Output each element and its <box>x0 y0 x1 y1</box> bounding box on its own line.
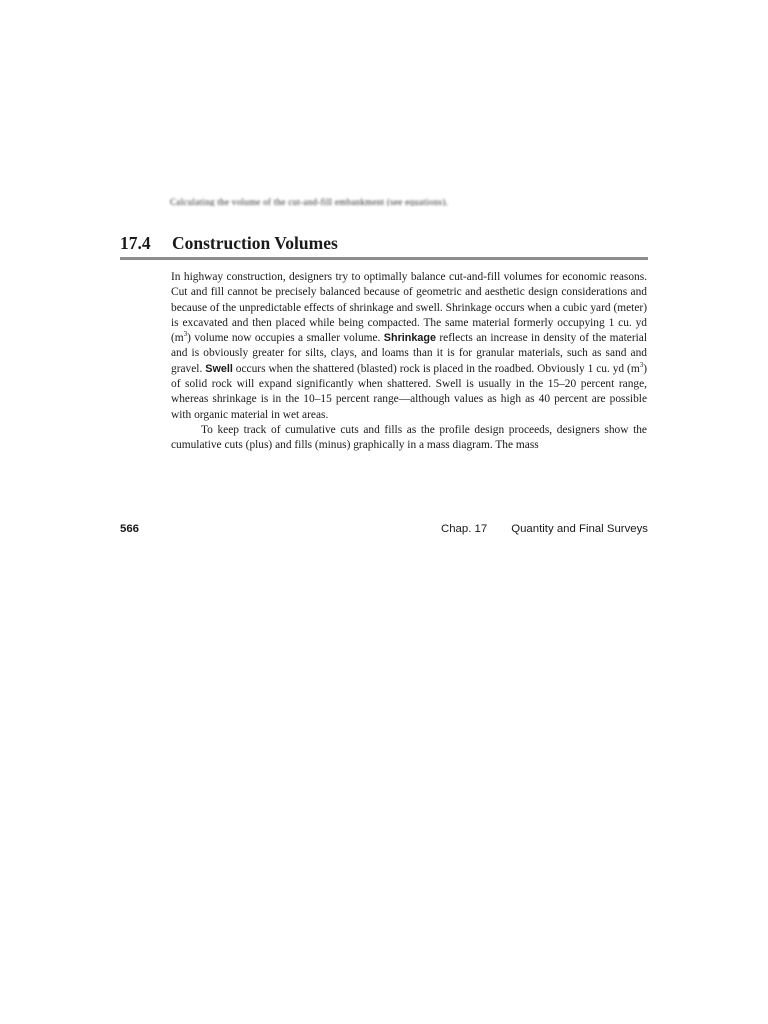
paragraph-text: occurs when the shattered (blasted) rock is placed in the roadbed. Obviously 1 cu. yd (m <box>232 362 640 375</box>
section-title: Construction Volumes <box>172 233 338 253</box>
superscript: 3 <box>183 330 188 339</box>
paragraph-text: In highway construction, designers try to optimally balance cut-and-fill volumes for economic reasons. Cut and fill cannot be precisely balanced because of geometric and aesthetic design considerations and because of the unpredictable effects of shrinkage and swell. Shrinkage occurs when a cubic yard (meter) is excavated and then placed while being compacted. The same material formerly occupying 1 cu. yd (m <box>171 271 647 345</box>
term-shrinkage: Shrinkage <box>383 332 436 345</box>
paragraph-text: ) volume now occupies a smaller volume. <box>187 332 384 345</box>
section-number: 17.4 <box>120 233 151 253</box>
heading-rule <box>120 257 648 260</box>
section-heading <box>120 230 648 258</box>
paragraph-text: ) of solid rock will expand significantly when shattered. Swell is usually in the 15–20 percent range, whereas shrinkage is in the 10–15 percent range—although values as high as 40 percent are possible with organic material in wet areas. <box>171 362 648 421</box>
page-number: 566 <box>120 523 140 535</box>
paragraph-text: reflects an increase in density of the material and is obviously greater for silts, clays, and loams than it is for granular materials, such as sand and gravel. <box>171 332 647 375</box>
truncated-previous-line: Calculating the volume of the cut-and-fill embankment (see equations). <box>170 198 449 206</box>
chapter-number: Chap. 17 <box>441 523 488 535</box>
term-swell: Swell <box>205 362 233 375</box>
paragraph-construction-volumes <box>171 270 647 423</box>
page-footer <box>120 521 648 537</box>
body-text <box>171 270 647 454</box>
paragraph-mass-diagram: To keep track of cumulative cuts and fills as the profile design proceeds, designers show the cumulative cuts (plus) and fills (minus) graphically in a mass diagram. The mass <box>171 423 647 452</box>
chapter-reference <box>441 521 648 537</box>
chapter-title: Quantity and Final Surveys <box>511 523 648 535</box>
superscript: 3 <box>639 360 644 369</box>
